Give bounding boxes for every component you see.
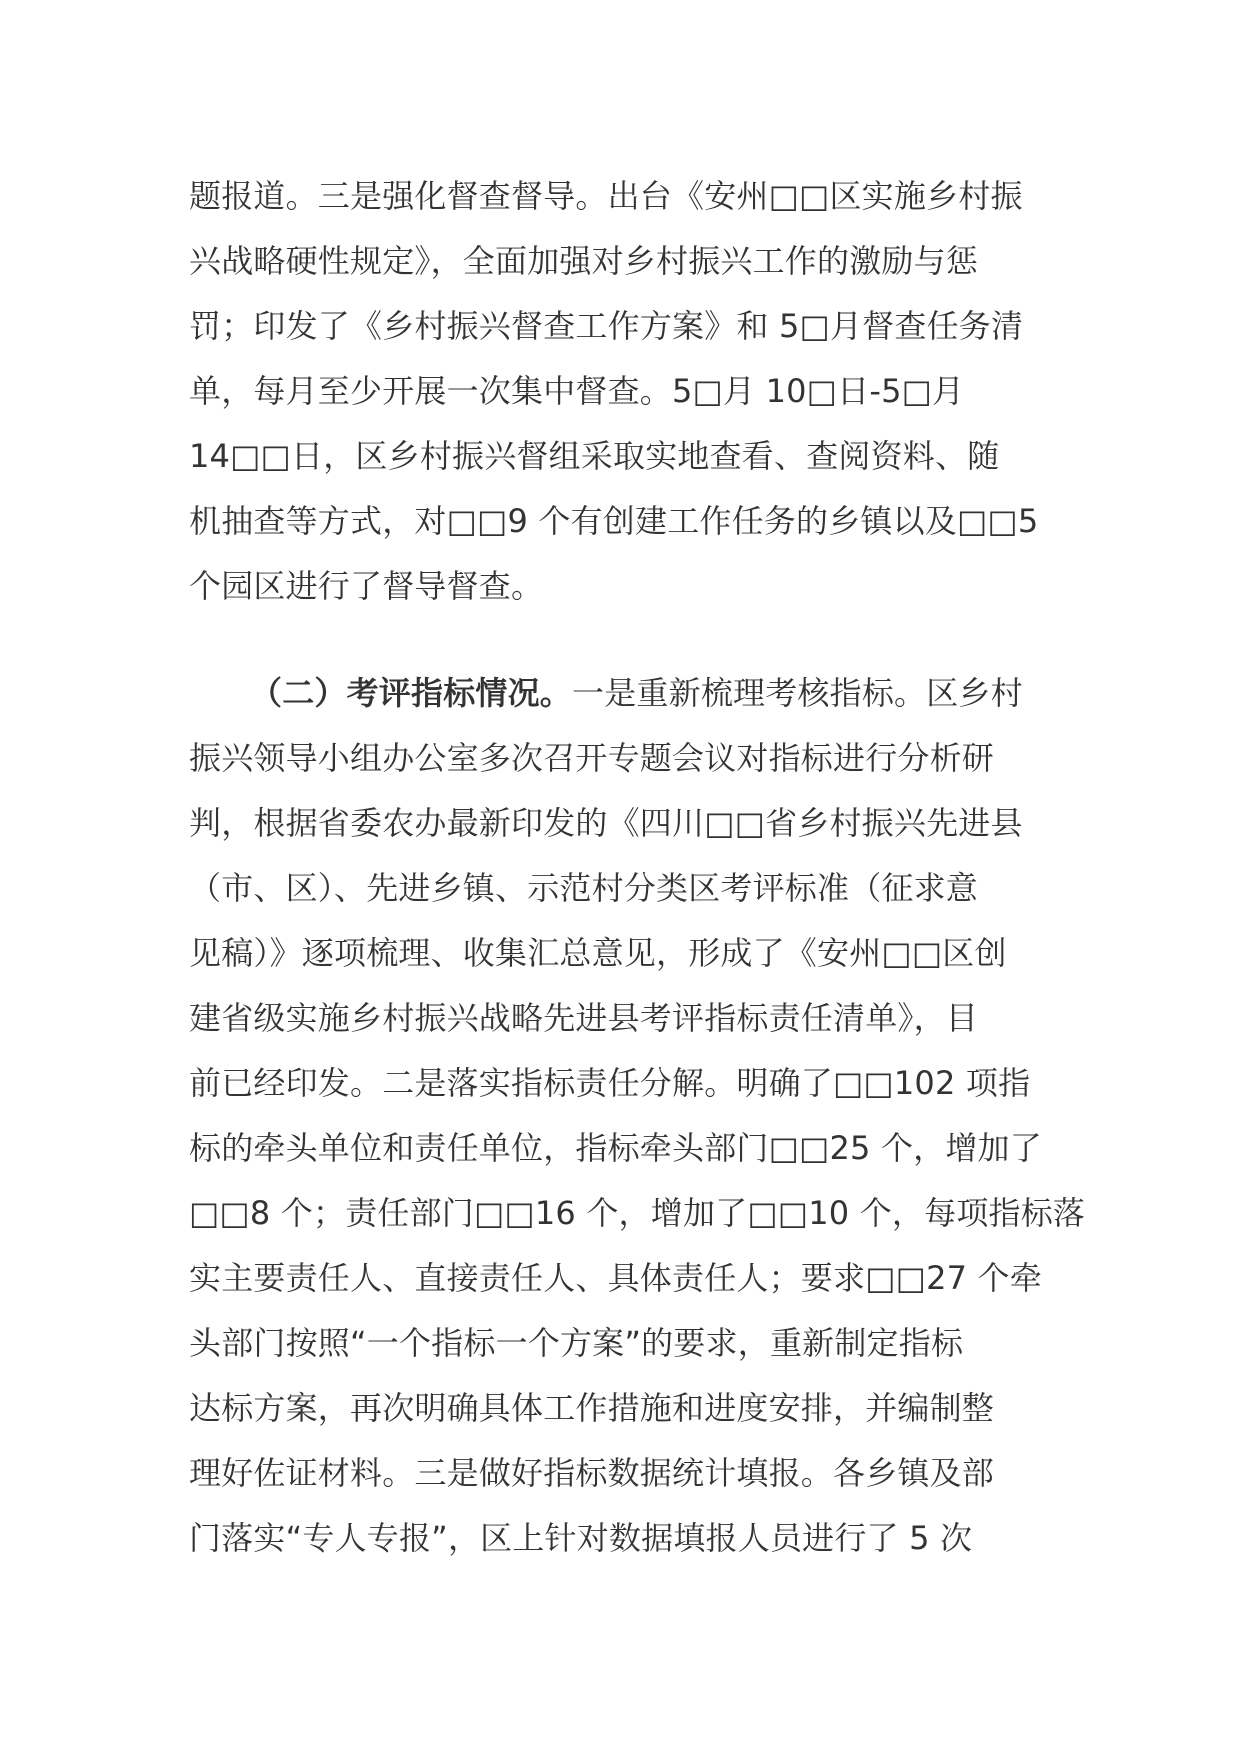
text-line: 前已经印发。二是落实指标责任分解。明确了□□102 项指 <box>189 1064 1031 1102</box>
text-line: 理好佐证材料。三是做好指标数据统计填报。各乡镇及部 <box>189 1454 995 1492</box>
text-line: 标的牵头单位和责任单位，指标牵头部门□□25 个，增加了 <box>189 1129 1042 1167</box>
text-line: 实主要责任人、直接责任人、具体责任人；要求□□27 个牵 <box>189 1259 1042 1297</box>
text-line: 头部门按照“一个指标一个方案”的要求，重新制定指标 <box>189 1324 964 1362</box>
text-line: 振兴领导小组办公室多次召开专题会议对指标进行分析研 <box>189 739 995 777</box>
text-line: 14□□日，区乡村振兴督组采取实地查看、查阅资料、随 <box>189 437 1000 475</box>
text-line: 单，每月至少开展一次集中督查。5□月 10□日-5□月 <box>189 372 965 410</box>
text-line: 罚；印发了《乡村振兴督查工作方案》和 5□月督查任务清 <box>189 307 1024 345</box>
text-line: □□8 个；责任部门□□16 个，增加了□□10 个，每项指标落 <box>189 1194 1086 1232</box>
text-run: 一是重新梳理考核指标。区乡村 <box>572 674 1023 712</box>
text-line: 题报道。三是强化督查督导。出台《安州□□区实施乡村振 <box>189 177 1023 215</box>
text-line: 门落实“专人专报”，区上针对数据填报人员进行了 5 次 <box>189 1519 973 1557</box>
text-line: 见稿）》逐项梳理、收集汇总意见，形成了《安州□□区创 <box>189 934 1007 972</box>
text-line: 达标方案，再次明确具体工作措施和进度安排，并编制整 <box>189 1389 995 1427</box>
text-line: 建省级实施乡村振兴战略先进县考评指标责任清单》，目 <box>189 999 979 1037</box>
paragraph-first-line <box>250 671 1023 715</box>
text-line: （市、区）、先进乡镇、示范村分类区考评标准（征求意 <box>189 869 979 907</box>
text-line: 机抽查等方式，对□□9 个有创建工作任务的乡镇以及□□5 <box>189 502 1039 540</box>
text-line: 兴战略硬性规定》，全面加强对乡村振兴工作的激励与惩 <box>189 242 979 280</box>
section-heading: （二）考评指标情况。 <box>250 674 573 712</box>
text-line: 个园区进行了督导督查。 <box>189 567 544 605</box>
text-line: 判，根据省委农办最新印发的《四川□□省乡村振兴先进县 <box>189 804 1023 842</box>
